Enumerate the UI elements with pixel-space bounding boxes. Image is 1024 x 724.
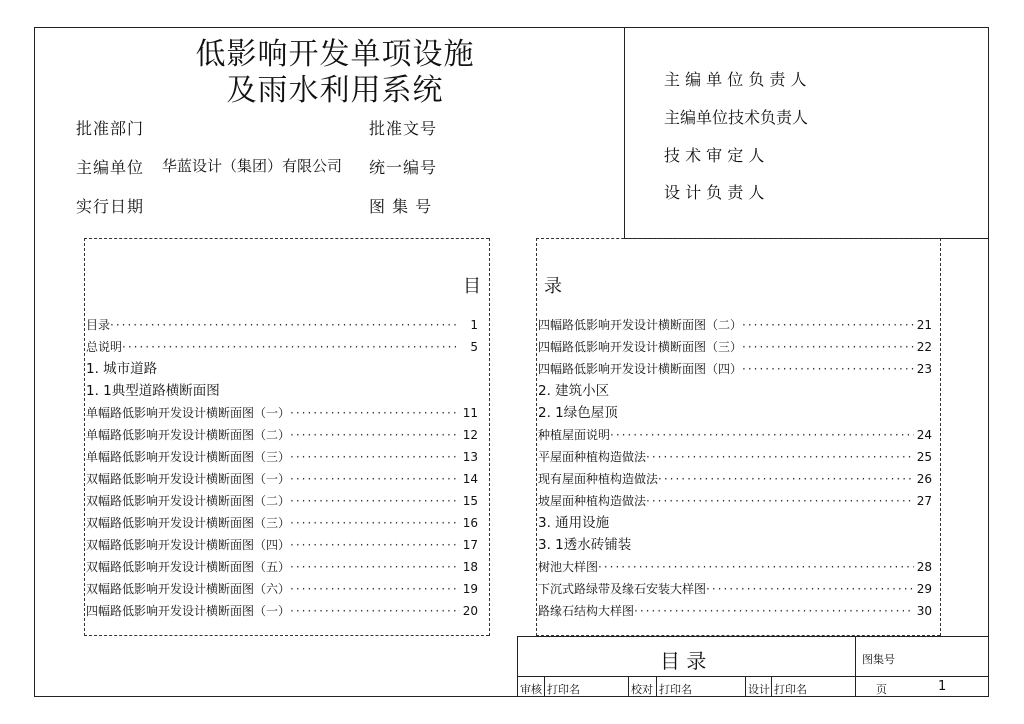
- toc-page-number: 17: [462, 538, 478, 552]
- document-title-line2: 及雨水利用系统: [226, 73, 444, 108]
- approve-doc-label: 批准文号: [369, 119, 438, 138]
- toc-entry: [86, 336, 478, 358]
- editor-unit-label: 主编单位: [76, 158, 145, 177]
- toc-page-number: 16: [462, 516, 478, 530]
- document-title-line1: 低影响开发单项设施: [195, 37, 475, 72]
- toc-page-number: 23: [916, 362, 932, 376]
- toc-entry: [86, 578, 478, 600]
- title-block-atlas-no-label: 图集号: [862, 653, 895, 666]
- toc-entry-label: 四幅路低影响开发设计横断面图（一）: [86, 604, 291, 618]
- toc-right-top-border: [536, 238, 940, 239]
- toc-entry-label: 2. 1绿色屋顶: [538, 405, 618, 421]
- toc-leader-dots: [122, 336, 460, 358]
- unified-no-label: 统一编号: [369, 158, 438, 177]
- toc-left-top-border: [84, 238, 489, 239]
- toc-entry-label: 单幅路低影响开发设计横断面图（三）: [86, 450, 291, 464]
- atlas-no-label: 图 集 号: [369, 197, 433, 216]
- toc-entry-label: 平屋面种植构造做法: [538, 450, 647, 464]
- toc-entry: [86, 534, 478, 556]
- toc-leader-dots: [646, 490, 914, 512]
- review-label: 审核: [520, 683, 542, 696]
- toc-leader-dots: [290, 600, 460, 622]
- toc-leader-dots: [634, 600, 914, 622]
- tb-sep-1: [544, 677, 545, 697]
- toc-leader-dots: [646, 446, 914, 468]
- toc-entry-label: 双幅路低影响开发设计横断面图（一）: [86, 472, 291, 486]
- toc-page-number: 27: [916, 494, 932, 508]
- toc-page-number: 5: [470, 340, 478, 354]
- toc-page-number: 19: [462, 582, 478, 596]
- toc-page-number: 15: [462, 494, 478, 508]
- toc-entry: [86, 490, 478, 512]
- toc-entry-label: 3. 1透水砖铺装: [538, 537, 632, 553]
- toc-heading-left: 目: [463, 276, 481, 297]
- toc-entry-label: 双幅路低影响开发设计横断面图（三）: [86, 516, 291, 530]
- role-chief-unit-head: 主 编 单 位 负 责 人: [664, 70, 807, 89]
- toc-entry-label: 目录: [86, 318, 111, 332]
- toc-entry-label: 四幅路低影响开发设计横断面图（二）: [538, 318, 743, 332]
- toc-leader-dots: [290, 534, 460, 556]
- check-label: 校对: [631, 683, 653, 696]
- toc-leader-dots: [290, 446, 460, 468]
- approve-dept-label: 批准部门: [76, 119, 145, 138]
- toc-page-number: 11: [462, 406, 478, 420]
- toc-leader-dots: [598, 556, 914, 578]
- toc-page-number: 13: [462, 450, 478, 464]
- tb-sep-4: [745, 677, 746, 697]
- title-block-row-divider: [517, 676, 989, 677]
- toc-entry-label: 现有屋面种植构造做法: [538, 472, 659, 486]
- header-divider-vertical: [624, 27, 625, 239]
- editor-unit-value: 华蓝设计（集团）有限公司: [162, 157, 343, 175]
- toc-entry: [86, 468, 478, 490]
- impl-date-label: 实行日期: [76, 197, 145, 216]
- toc-entry: [538, 424, 932, 446]
- toc-entry-label: 四幅路低影响开发设计横断面图（三）: [538, 340, 743, 354]
- toc-entry: [538, 600, 932, 622]
- toc-leader-dots: [290, 578, 460, 600]
- toc-page-number: 29: [916, 582, 932, 596]
- toc-leader-dots: [742, 336, 914, 358]
- toc-heading-right: 录: [544, 276, 562, 297]
- toc-leader-dots: [290, 490, 460, 512]
- toc-leader-dots: [290, 556, 460, 578]
- toc-entry: [86, 402, 478, 424]
- toc-left-bottom-border: [84, 635, 489, 636]
- role-design-head: 设 计 负 责 人: [664, 183, 765, 202]
- toc-page-number: 1: [470, 318, 478, 332]
- toc-left-outer-border: [84, 238, 85, 636]
- toc-entry-label: 种植屋面说明: [538, 428, 611, 442]
- toc-entry: [538, 314, 932, 336]
- toc-entry: [538, 336, 932, 358]
- toc-entry-label: 双幅路低影响开发设计横断面图（五）: [86, 560, 291, 574]
- toc-entry-label: 总说明: [86, 340, 123, 354]
- page-label: 页: [876, 683, 887, 696]
- toc-leader-dots: [110, 314, 460, 336]
- toc-entry: [538, 446, 932, 468]
- toc-leader-dots: [290, 424, 460, 446]
- toc-page-number: 22: [916, 340, 932, 354]
- toc-left-column: [86, 314, 478, 622]
- title-block-col-divider: [855, 636, 856, 697]
- toc-page-number: 18: [462, 560, 478, 574]
- toc-entry-label: 单幅路低影响开发设计横断面图（二）: [86, 428, 291, 442]
- toc-entry-label: 单幅路低影响开发设计横断面图（一）: [86, 406, 291, 420]
- toc-right-column: [538, 314, 932, 622]
- review-value: 打印名: [547, 683, 580, 696]
- tb-sep-2: [628, 677, 629, 697]
- toc-entry: [538, 490, 932, 512]
- toc-entry-label: 2. 建筑小区: [538, 383, 610, 399]
- design-label: 设计: [748, 683, 770, 696]
- toc-right-outer-border: [940, 238, 941, 636]
- toc-section-heading: [538, 402, 932, 424]
- toc-entry: [538, 578, 932, 600]
- role-chief-tech-head: 主编单位技术负责人: [664, 108, 809, 127]
- toc-page-number: 28: [916, 560, 932, 574]
- toc-leader-dots: [290, 512, 460, 534]
- toc-page-number: 20: [462, 604, 478, 618]
- toc-entry-label: 1. 1典型道路横断面图: [86, 383, 220, 399]
- toc-leader-dots: [742, 358, 914, 380]
- toc-leader-dots: [610, 424, 914, 446]
- tb-sep-5: [771, 677, 772, 697]
- toc-section-heading: [86, 358, 478, 380]
- toc-entry: [538, 358, 932, 380]
- toc-entry: [86, 512, 478, 534]
- toc-entry: [86, 600, 478, 622]
- toc-leader-dots: [290, 402, 460, 424]
- tb-sep-3: [656, 677, 657, 697]
- toc-page-number: 25: [916, 450, 932, 464]
- toc-entry-label: 双幅路低影响开发设计横断面图（六）: [86, 582, 291, 596]
- toc-page-number: 26: [916, 472, 932, 486]
- toc-section-heading: [86, 380, 478, 402]
- toc-entry-label: 3. 通用设施: [538, 515, 610, 531]
- toc-page-number: 14: [462, 472, 478, 486]
- toc-entry-label: 下沉式路绿带及缘石安装大样图: [538, 582, 707, 596]
- toc-entry-label: 坡屋面种植构造做法: [538, 494, 647, 508]
- toc-entry-label: 双幅路低影响开发设计横断面图（二）: [86, 494, 291, 508]
- toc-entry-label: 1. 城市道路: [86, 361, 158, 377]
- toc-page-number: 12: [462, 428, 478, 442]
- toc-page-number: 24: [916, 428, 932, 442]
- toc-entry-label: 四幅路低影响开发设计横断面图（四）: [538, 362, 743, 376]
- toc-section-heading: [538, 380, 932, 402]
- check-value: 打印名: [659, 683, 692, 696]
- toc-entry: [86, 446, 478, 468]
- toc-entry: [86, 424, 478, 446]
- toc-entry-label: 路缘石结构大样图: [538, 604, 635, 618]
- toc-left-inner-border: [489, 238, 490, 636]
- toc-entry: [538, 468, 932, 490]
- toc-leader-dots: [706, 578, 914, 600]
- toc-leader-dots: [658, 468, 914, 490]
- toc-entry: [86, 556, 478, 578]
- toc-entry-label: 双幅路低影响开发设计横断面图（四）: [86, 538, 291, 552]
- page-number: 1: [938, 679, 947, 694]
- toc-leader-dots: [742, 314, 914, 336]
- sheet-title: 目 录: [660, 649, 707, 673]
- toc-leader-dots: [290, 468, 460, 490]
- role-tech-reviewer: 技 术 审 定 人: [664, 146, 765, 165]
- toc-section-heading: [538, 534, 932, 556]
- design-value: 打印名: [774, 683, 807, 696]
- toc-page-number: 21: [916, 318, 932, 332]
- toc-entry-label: 树池大样图: [538, 560, 599, 574]
- toc-right-inner-border: [536, 238, 537, 636]
- toc-entry: [538, 556, 932, 578]
- toc-section-heading: [538, 512, 932, 534]
- toc-page-number: 30: [916, 604, 932, 618]
- toc-entry: [86, 314, 478, 336]
